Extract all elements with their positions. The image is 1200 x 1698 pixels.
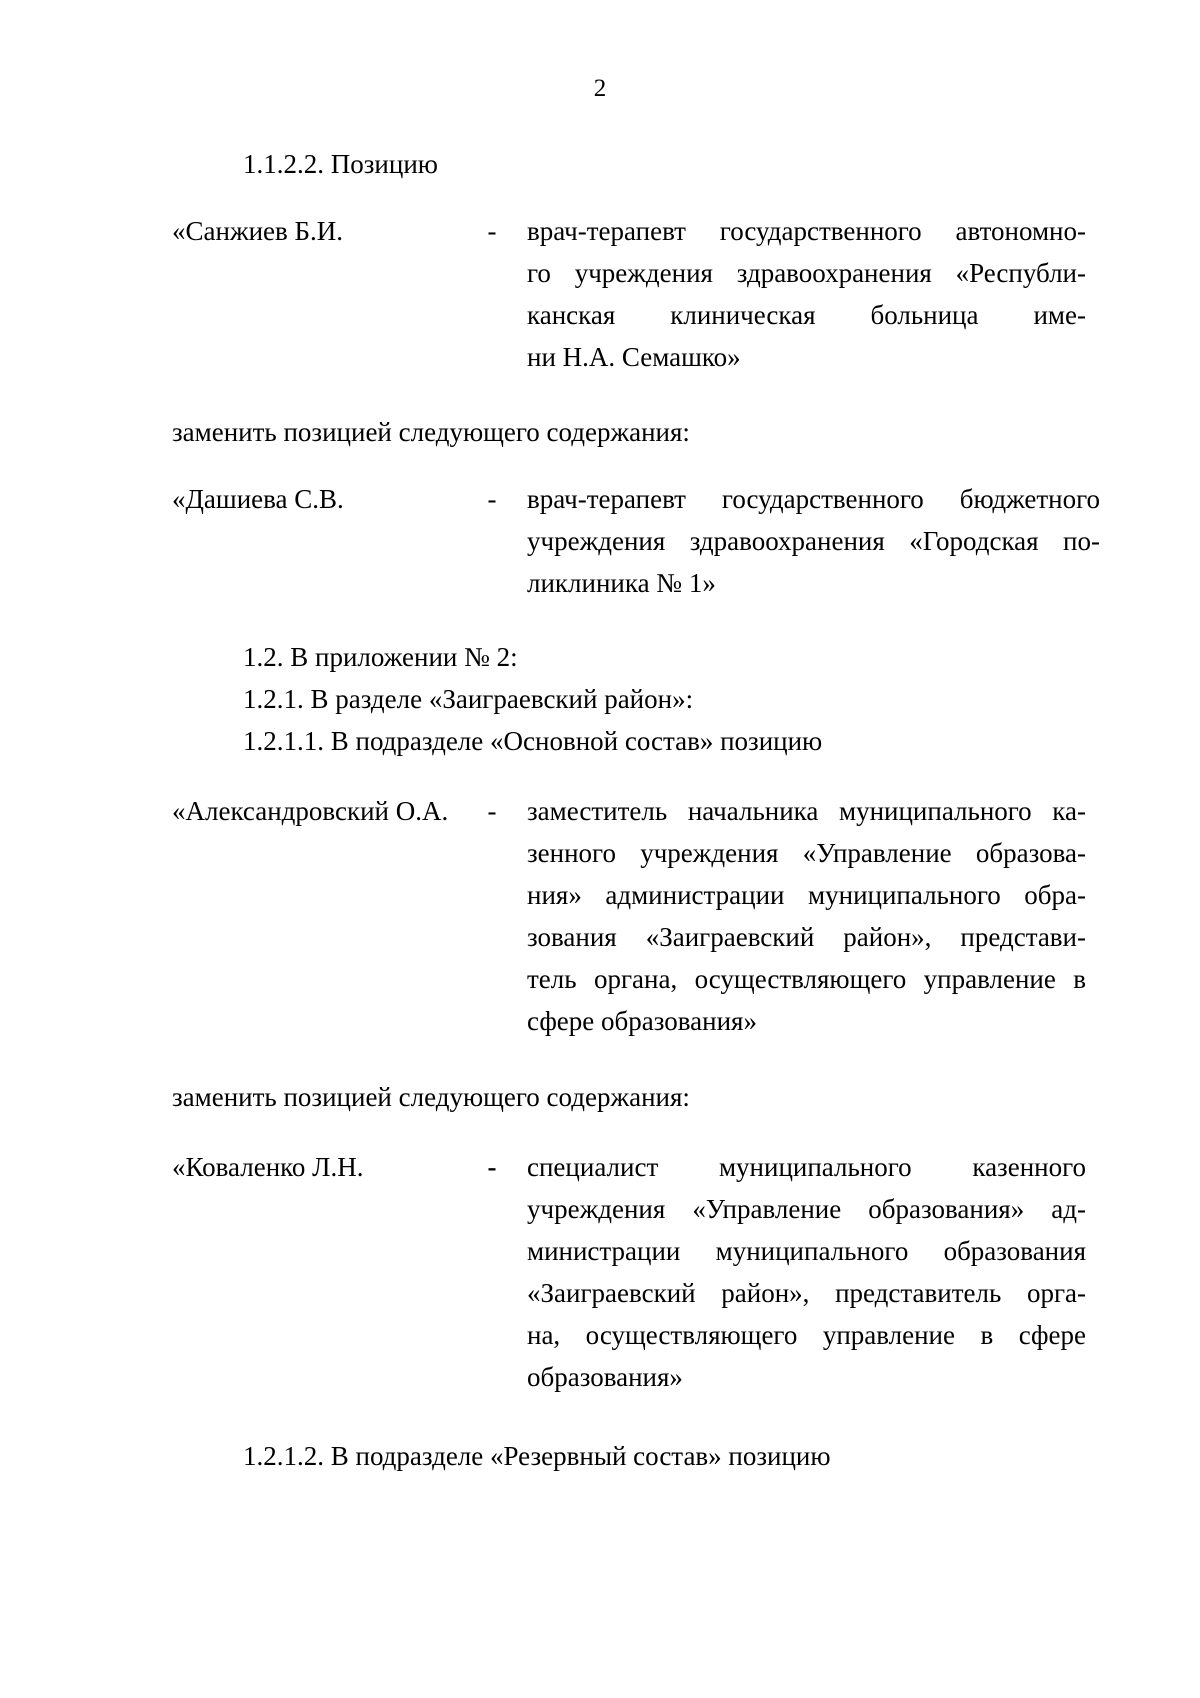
entry-name: «Дашиева С.В. bbox=[172, 484, 344, 514]
entry-dash: - bbox=[487, 1152, 497, 1182]
description-line: «Заиграевский район», представитель орга- bbox=[527, 1278, 1086, 1308]
description-line: образования» bbox=[527, 1362, 683, 1392]
description-line: министрации муниципального образования bbox=[527, 1236, 1086, 1266]
entry-name: «Коваленко Л.Н. bbox=[172, 1152, 364, 1182]
description-line: ния» администрации муниципального обра- bbox=[527, 880, 1086, 910]
description-line: специалист муниципального казенного bbox=[527, 1152, 1086, 1182]
paragraph-replace-1: заменить позицией следующего содержания: bbox=[172, 417, 690, 447]
page-number: 2 bbox=[593, 75, 607, 102]
description-line: зенного учреждения «Управление образова- bbox=[527, 838, 1086, 868]
entry-name: «Александровский О.А. bbox=[172, 796, 449, 826]
description-line: ни Н.А. Семашко» bbox=[527, 342, 741, 372]
entry-dash: - bbox=[487, 484, 497, 514]
entry-description bbox=[527, 478, 1100, 604]
description-line: тель органа, осуществляющего управление в bbox=[527, 964, 1086, 994]
description-line: го учреждения здравоохранения «Республи- bbox=[527, 258, 1086, 288]
description-line: зования «Заиграевский район», представи- bbox=[527, 922, 1086, 952]
paragraph-replace-2: заменить позицией следующего содержания: bbox=[172, 1082, 690, 1112]
entry-name: «Санжиев Б.И. bbox=[172, 216, 344, 246]
description-line: ликлиника № 1» bbox=[527, 568, 716, 598]
description-line: врач-терапевт государственного автономно- bbox=[527, 216, 1086, 246]
paragraph-item-1-2-1-2: 1.2.1.2. В подразделе «Резервный состав» позицию bbox=[243, 1441, 831, 1471]
description-line: на, осуществляющего управление в сфере bbox=[527, 1320, 1086, 1350]
description-line: учреждения «Управление образования» ад- bbox=[527, 1194, 1086, 1224]
description-line: учреждения здравоохранения «Городская по- bbox=[527, 526, 1100, 556]
entry-dash: - bbox=[487, 796, 497, 826]
paragraph-item-1-2-1: 1.2.1. В разделе «Заиграевский район»: bbox=[243, 684, 694, 714]
description-line: заместитель начальника муниципального ка- bbox=[527, 796, 1086, 826]
description-line: канская клиническая больница име- bbox=[527, 300, 1086, 330]
entry-dash: - bbox=[487, 216, 497, 246]
entry-description bbox=[527, 790, 1086, 1042]
description-line: врач-терапевт государственного бюджетного bbox=[527, 484, 1100, 514]
entry-description bbox=[527, 1146, 1086, 1398]
description-line: сфере образования» bbox=[527, 1006, 757, 1036]
paragraph-item-1-2: 1.2. В приложении № 2: bbox=[243, 642, 518, 672]
paragraph-item-1-1-2-2: 1.1.2.2. Позицию bbox=[243, 149, 438, 179]
entry-description bbox=[527, 210, 1086, 378]
paragraph-item-1-2-1-1: 1.2.1.1. В подразделе «Основной состав» позицию bbox=[243, 726, 823, 756]
